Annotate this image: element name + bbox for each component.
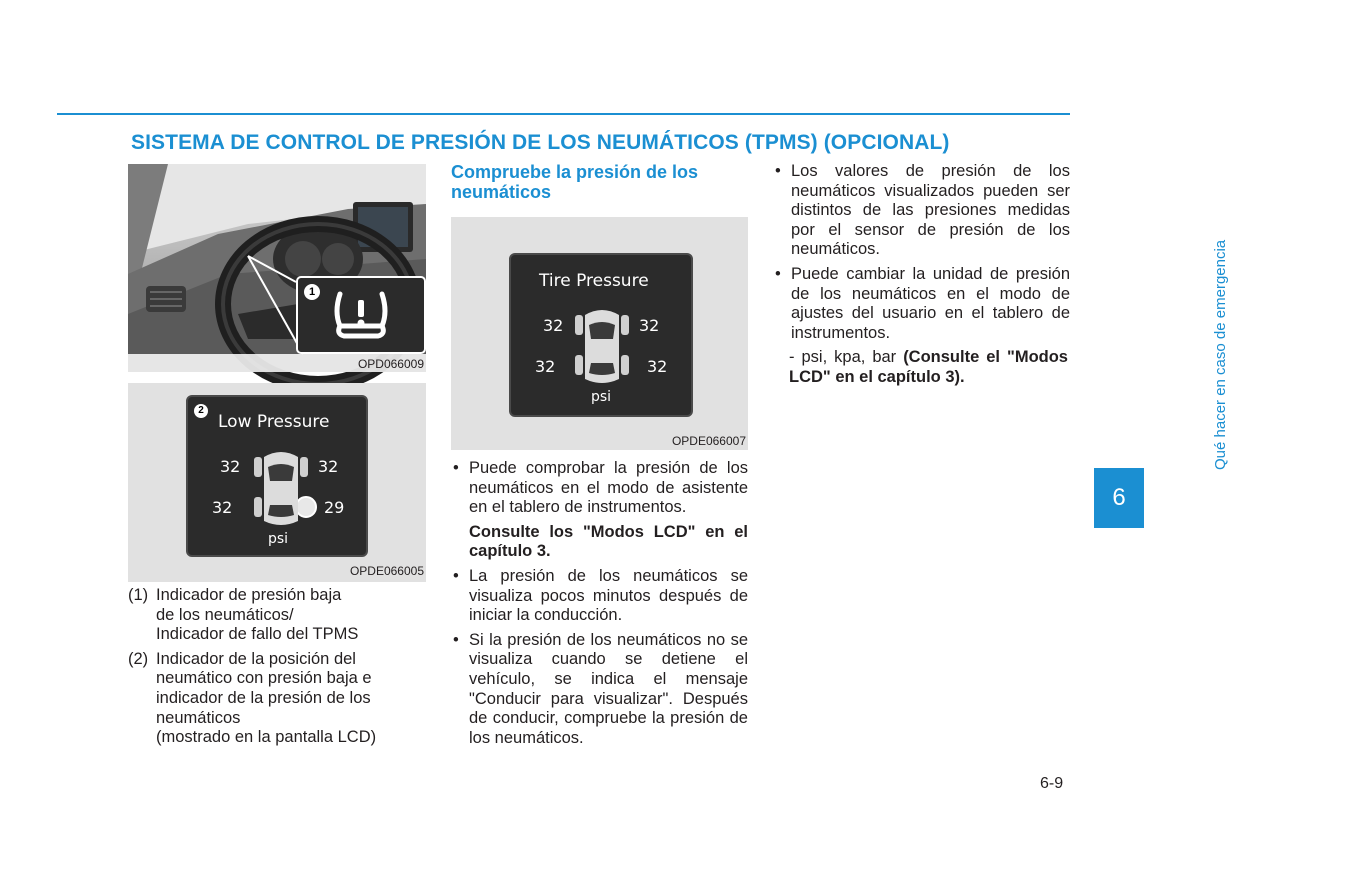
bullet-values-differ xyxy=(773,162,1070,260)
legend-item-2-number: (2) xyxy=(128,649,149,668)
tire-fr-value: 32 xyxy=(318,457,339,476)
section-title: SISTEMA DE CONTROL DE PRESIÓN DE LOS NEUMÁTICOS (TPMS) (OPCIONAL) xyxy=(131,131,950,154)
figure-legend xyxy=(128,586,428,753)
bullet-drive-to-display xyxy=(451,631,748,749)
page-number: 6-9 xyxy=(1040,775,1064,792)
legend-item-2 xyxy=(128,650,428,748)
legend-item-1-line: Indicador de fallo del TPMS xyxy=(156,625,359,644)
car-top-view-icon xyxy=(252,447,310,531)
bullet-drive-to-display-text: Si la presión de los neumáticos no se visualiza cuando se detiene el vehículo, se indica el mensaje "Conducir para visualizar". Después de conducir, compruebe la presión de los neumáticos. xyxy=(469,630,748,747)
figure-dashboard xyxy=(128,164,426,372)
middle-bullets xyxy=(451,459,748,753)
legend-item-2-line: neumático con presión baja e xyxy=(156,669,372,688)
chapter-side-label-text: Qué hacer en caso de emergencia xyxy=(1211,239,1229,470)
chapter-number: 6 xyxy=(1112,484,1126,511)
tire-rl-value: 32 xyxy=(212,498,233,517)
figure-low-pressure xyxy=(128,383,426,582)
tire-fl-value: 32 xyxy=(220,457,241,476)
tire-pressure-unit: psi xyxy=(591,389,612,405)
tire-fl-value: 32 xyxy=(543,316,564,335)
subheading-check-pressure: Compruebe la presión de los neumáticos xyxy=(451,162,699,202)
callout-1 xyxy=(304,284,320,300)
legend-item-2-line: Indicador de la posición del xyxy=(156,649,356,668)
bullet-change-unit xyxy=(773,265,1070,343)
unit-options-reference: (Consulte el "Modos LCD" en el capítulo 3). xyxy=(789,348,1068,386)
bullet-check-mode-note: Consulte los "Modos LCD" en el capítulo 3. xyxy=(469,522,748,561)
figure3-code: OPDE066007 xyxy=(671,434,746,448)
callout-2 xyxy=(194,404,208,418)
legend-item-1 xyxy=(128,586,428,645)
legend-item-1-number: (1) xyxy=(128,586,149,604)
chapter-tab xyxy=(1094,468,1144,528)
figure1-code: OPD066009 xyxy=(357,357,424,371)
chapter-side-label xyxy=(1090,239,1350,470)
tire-fr-value: 32 xyxy=(639,316,660,335)
bullet-change-unit-text: Puede cambiar la unidad de presión de los neumáticos en el modo de ajustes del usuario en el tablero de instrumentos. xyxy=(791,264,1070,342)
callout-2-number: 2 xyxy=(198,405,204,416)
tpms-warning-icon xyxy=(330,286,392,344)
tire-pressure-screen xyxy=(509,253,693,417)
bullet-check-mode xyxy=(451,459,748,562)
unit-options xyxy=(773,348,1070,387)
car-top-view-icon xyxy=(573,305,631,389)
tire-rl-value: 32 xyxy=(535,357,556,376)
legend-item-1-line: de los neumáticos/ xyxy=(156,605,294,624)
figure2-code: OPDE066005 xyxy=(349,564,424,578)
tpms-warning-inset xyxy=(296,276,426,354)
low-pressure-title: Low Pressure xyxy=(218,412,330,432)
figure-tire-pressure xyxy=(451,217,748,450)
low-pressure-unit: psi xyxy=(268,531,289,547)
right-bullets xyxy=(773,162,1070,388)
legend-item-1-line: Indicador de presión baja xyxy=(156,586,342,604)
tire-pressure-title: Tire Pressure xyxy=(539,271,649,291)
header-rule xyxy=(57,113,1070,115)
unit-options-list: - psi, kpa, bar xyxy=(789,348,897,367)
bullet-check-mode-text: Puede comprobar la presión de los neumáticos en el modo de asistente en el tablero de instrumentos. xyxy=(469,459,748,517)
legend-item-2-line: indicador de la presión de los xyxy=(156,688,371,707)
tire-rr-value: 32 xyxy=(647,357,668,376)
tire-rr-value: 29 xyxy=(324,498,345,517)
legend-item-2-line: (mostrado en la pantalla LCD) xyxy=(156,728,377,747)
bullet-display-delay xyxy=(451,567,748,626)
bullet-values-differ-text: Los valores de presión de los neumáticos visualizados pueden ser distintos de las presiones medidas por el sensor de presión de los neumáticos. xyxy=(791,162,1070,259)
low-pressure-screen xyxy=(186,395,368,557)
legend-item-2-line: neumáticos xyxy=(156,708,241,727)
callout-1-number: 1 xyxy=(308,286,316,298)
bullet-display-delay-text: La presión de los neumáticos se visualiza pocos minutos después de iniciar la conducción. xyxy=(469,566,748,625)
